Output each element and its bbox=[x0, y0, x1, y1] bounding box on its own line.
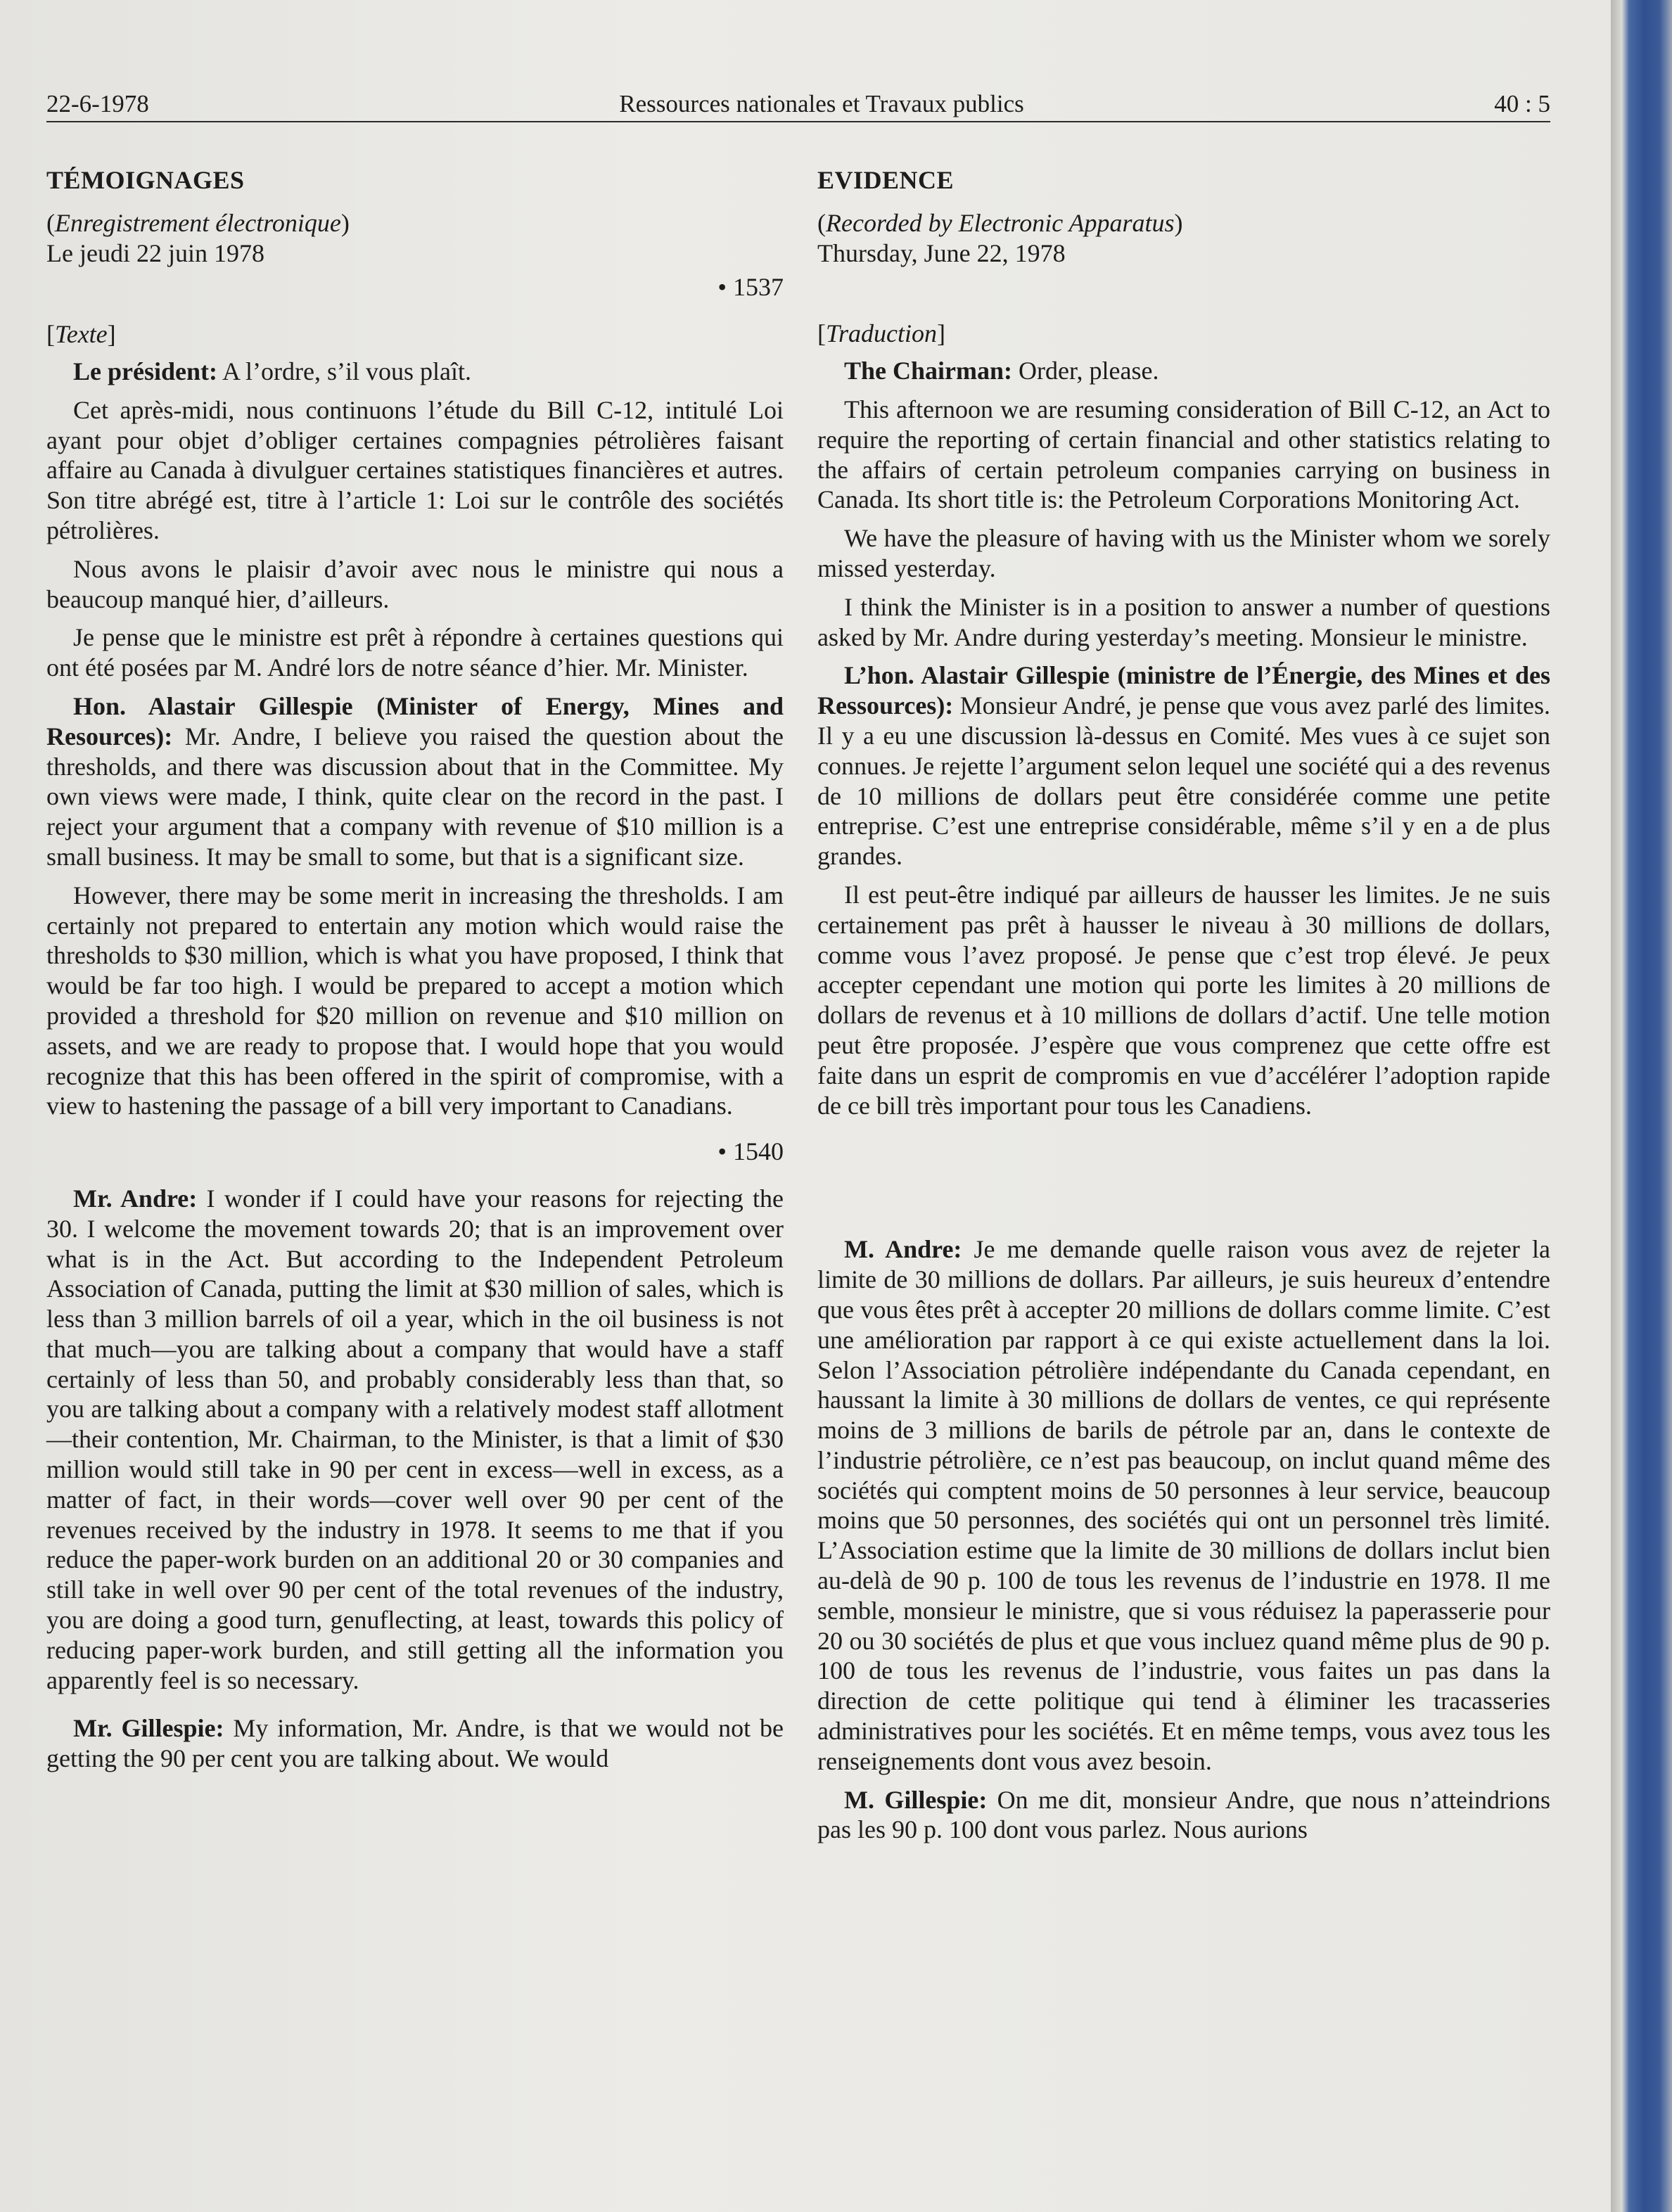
right-recorded-text: Recorded by Electronic Apparatus bbox=[826, 208, 1175, 237]
left-heading: TÉMOIGNAGES bbox=[46, 166, 245, 194]
right-bracket-text: Traduction bbox=[826, 319, 938, 348]
speech-text: Je me demande quelle raison vous avez de rejeter la limite de 30 millions de dollars. Par ailleurs, je suis heureux d’entendre que vous êtes prêt à accepter 20 millions de dollars comme limite. C’est une amélioration par rapport à ce qui existe actuellement dans la loi. Selon l’Association pétrolière indépendante du Canada cependant, en haussant la limite à 30 millions de dollars de ventes, ce qui représente moins de 3 millions de barils de pétrole par an, dans le contexte de l’industrie pétrolière, ce n’est pas beaucoup, on inclut quand même des sociétés qui comptent moins de 50 personnes à leur service, beaucoup moins que 50 personnes, des sociétés qui ont un personnel très limité. L’Association estime que la limite de 30 millions de dollars inclut bien au-delà de 90 p. 100 de tous les revenus de l’industrie en 1978. Il me semble, monsieur le ministre, que si vous réduisez la paperasserie pour 20 ou 30 sociétés de plus et que vous incluez quand même plus de 90 p. 100 de tous les revenus de l’industrie, vous faites un pas dans la direction de cette politique qui tend à éliminer les tracasseries administratives pour les sociétés. Et en même temps, vous avez tous les renseignements dont vous avez besoin. bbox=[817, 1235, 1550, 1775]
speech-text: Order, please. bbox=[1012, 357, 1159, 385]
left-paragraph-4: Je pense que le ministre est prêt à répondre à certaines questions qui ont été posées par M. André lors de notre séance d’hier. Mr. Minister. bbox=[46, 623, 784, 682]
right-paragraph-7 bbox=[817, 1234, 1550, 1776]
page-header bbox=[46, 90, 1550, 122]
time-marker-1537: • 1537 bbox=[717, 273, 784, 302]
right-paragraph-1 bbox=[817, 356, 1550, 386]
speech-text: I wonder if I could have your reasons for rejecting the 30. I welcome the movement towards 20; that is an improvement over what is in the Act. But according to the Independent Petroleum Association of Canada, putting the limit at $30 million of sales, which is less than 3 million barrels of oil a year, which in the oil business is not that much—you are talking about a company that would have a staff certainly of less than 50, and probably considerably less than that, so you are talking about a company with a relatively modest staff allotment—their contention, Mr. Chairman, to the Minister, is that a limit of $30 million would still take in 90 per cent in excess—well in excess, as a matter of fact, in their words—cover well over 90 per cent of the revenues received by the industry in 1978. It seems to me that if you reduce the paper-work burden on an additional 20 or 30 companies and still take in well over 90 per cent of the total revenues of the industry, you are doing a good turn, genuflecting, at least, towards this policy of reducing paper-work burden, and still getting all the information you apparently feel is so necessary. bbox=[46, 1184, 784, 1694]
time-marker-1540: • 1540 bbox=[717, 1137, 784, 1166]
header-date: 22-6-1978 bbox=[46, 90, 149, 117]
speaker-name: Mr. Gillespie: bbox=[73, 1714, 224, 1743]
right-paragraph-2: This afternoon we are resuming consideration of Bill C-12, an Act to require the reporting of certain financial and other statistics relating to the affairs of certain petroleum companies carrying on business in Canada. Its short title is: the Petroleum Corporations Monitoring Act. bbox=[817, 395, 1550, 514]
header-title: Ressources nationales et Travaux publics bbox=[619, 90, 1024, 117]
speaker-name: The Chairman: bbox=[844, 357, 1013, 385]
speaker-name: M. Andre: bbox=[844, 1235, 962, 1264]
speech-text: On me dit, monsieur Andre, que nous n’atteindrions pas les 90 p. 100 dont vous parlez. Nous aurions bbox=[817, 1785, 1551, 1844]
left-recorded-text: Enregistrement électronique bbox=[55, 208, 341, 237]
right-column bbox=[817, 165, 1550, 1853]
speech-text: A l’ordre, s’il vous plaît. bbox=[217, 357, 471, 385]
header-page-number: 40 : 5 bbox=[1494, 90, 1550, 117]
left-paragraph-2: Cet après-midi, nous continuons l’étude du Bill C-12, intitulé Loi ayant pour objet d’obliger certaines compagnies pétrolières faisant affaire au Canada à divulguer certaines statistiques financières et autres. Son titre abrégé est, titre à l’article 1: Loi sur le contrôle des sociétés pétrolières. bbox=[46, 395, 784, 544]
speaker-name: L’hon. Alastair Gillespie (ministre de l’Énergie, des Mines et des Ressources): bbox=[817, 661, 1550, 720]
left-paragraph-6: However, there may be some merit in increasing the thresholds. I am certainly not prepared to entertain any motion which would raise the thresholds to $30 million, which is what you have proposed, I think that would be far too high. I would be prepared to accept a motion which provided a threshold for $20 million on revenue and $10 million on assets, and we are ready to propose that. I would hope that you would recognize that this has been offered in the spirit of compromise, with a view to hastening the passage of a bill very important to Canadians. bbox=[46, 881, 784, 1120]
speaker-name: Le président: bbox=[73, 357, 217, 385]
left-recorded: (Enregistrement électronique) bbox=[46, 208, 350, 237]
right-paragraph-3: We have the pleasure of having with us the Minister whom we sorely missed yesterday. bbox=[817, 524, 1550, 582]
left-date: Le jeudi 22 juin 1978 bbox=[46, 238, 264, 267]
right-bracket-label: [Traduction] bbox=[817, 319, 946, 348]
right-heading: EVIDENCE bbox=[817, 166, 955, 194]
left-column bbox=[46, 165, 784, 1782]
speaker-name: Hon. Alastair Gillespie (Minister of Energy, Mines and Resources): bbox=[46, 691, 784, 750]
right-paragraph-4: I think the Minister is in a position to answer a number of questions asked by Mr. Andre during yesterday’s meeting. Monsieur le ministre. bbox=[817, 592, 1550, 651]
right-paragraph-6: Il est peut-être indiqué par ailleurs de hausser les limites. Je ne suis certainement pas prêt à hausser le niveau à 30 millions de dollars, comme vous l’avez proposé. Je pense que c’est trop élevé. Je peux accepter cependant une motion qui porte les limites à 20 millions de dollars de revenus et à 10 millions de dollars d’actif. Une telle motion peut être proposée. J’espère que vous comprenez que cette offre est faite dans un esprit de compromis en vue d’accélérer l’adoption rapide de ce bill très important pour tous les Canadiens. bbox=[817, 880, 1550, 1120]
left-paragraph-3: Nous avons le plaisir d’avoir avec nous le ministre qui nous a beaucoup manqué hier, d’ailleurs. bbox=[46, 554, 784, 613]
left-bracket-text: Texte bbox=[55, 320, 108, 349]
left-bracket-label: [Texte] bbox=[46, 320, 116, 349]
left-paragraph-5 bbox=[46, 691, 784, 872]
speaker-name: M. Gillespie: bbox=[844, 1785, 988, 1814]
right-paragraph-8 bbox=[817, 1785, 1550, 1846]
right-recorded: (Recorded by Electronic Apparatus) bbox=[817, 208, 1183, 237]
speech-text: Mr. Andre, I believe you raised the question about the thresholds, and there was discussion about that in the Committee. My own views were made, I think, quite clear on the record in the past. I reject your argument that a company with revenue of $10 million is a small business. It may be small to some, but that is a significant size. bbox=[46, 722, 784, 871]
left-paragraph-7 bbox=[46, 1184, 784, 1696]
right-date: Thursday, June 22, 1978 bbox=[817, 238, 1066, 267]
speaker-name: Mr. Andre: bbox=[73, 1184, 198, 1213]
left-paragraph-1 bbox=[46, 357, 784, 387]
book-binding-edge bbox=[1611, 0, 1672, 2212]
right-paragraph-5 bbox=[817, 660, 1550, 871]
speech-text: Monsieur André, je pense que vous avez parlé des limites. Il y a eu une discussion là-dessus en Comité. Mes vues à ce sujet son connues. Je rejette l’argument selon lequel une société qui a des revenus de 10 millions de dollars peut être considérée comme une petite entreprise. C’est une entreprise considérable, même s’il y en a de plus grandes. bbox=[817, 691, 1550, 871]
left-paragraph-8 bbox=[46, 1713, 784, 1774]
speech-text: My information, Mr. Andre, is that we would not be getting the 90 per cent you are talking about. We would bbox=[46, 1714, 784, 1773]
